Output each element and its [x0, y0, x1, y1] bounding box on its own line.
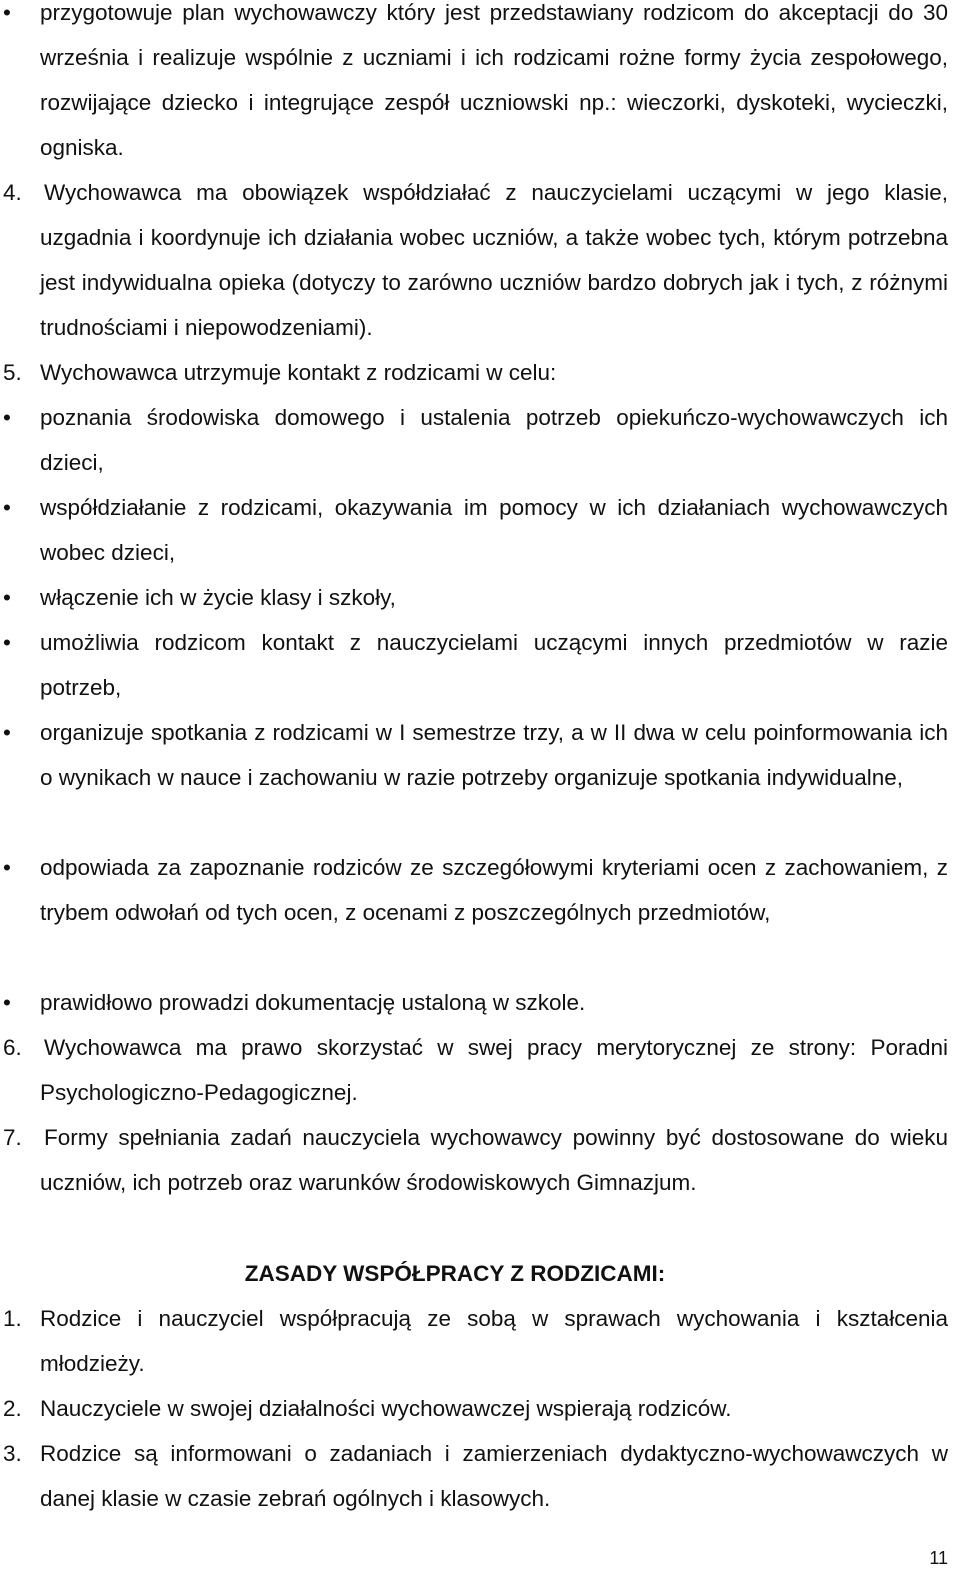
- bullet-marker: •: [3, 495, 11, 520]
- item-number: 7.: [3, 1125, 22, 1150]
- numbered-item-text: Formy spełniania zadań nauczyciela wychowawcy powinny być dostosowane do wieku uczniów, ich potrzeb oraz warunków środowiskowych Gimnazjum.: [40, 1125, 948, 1195]
- bullet-marker: •: [3, 720, 11, 745]
- list-item-text: odpowiada za zapoznanie rodziców ze szczegółowymi kryteriami ocen z zachowaniem, z trybem odwołań od tych ocen, z ocenami z poszczególnych przedmiotów,: [40, 855, 948, 925]
- list-item-text: prawidłowo prowadzi dokumentację ustaloną w szkole.: [40, 990, 586, 1015]
- bullet-marker: •: [3, 585, 11, 610]
- item-number: 6.: [3, 1035, 22, 1060]
- item-number: 3.: [3, 1441, 22, 1466]
- bullet-marker: •: [3, 0, 11, 25]
- item-number: 2.: [3, 1396, 22, 1421]
- numbered-item-text: Wychowawca ma obowiązek współdziałać z nauczycielami uczącymi w jego klasie, uzgadnia i koordynuje ich działania wobec uczniów, a także wobec tych, którym potrzebna jest indywidualna opieka (dotyczy to zarówno uczniów bardzo dobrych jak i tych, z różnymi trudnościami i niepowodzeniami).: [40, 180, 948, 340]
- list-item-text: poznania środowiska domowego i ustalenia potrzeb opiekuńczo-wychowawczych ich dzieci,: [40, 405, 948, 475]
- numbered-item-text: Wychowawca ma prawo skorzystać w swej pracy merytorycznej ze strony: Poradni Psychologiczno-Pedagogicznej.: [40, 1035, 948, 1105]
- numbered-item-text: Wychowawca utrzymuje kontakt z rodzicami w celu:: [40, 360, 557, 385]
- section-heading: ZASADY WSPÓŁPRACY Z RODZICAMI:: [244, 1261, 666, 1286]
- list-item-text: organizuje spotkania z rodzicami w I semestrze trzy, a w II dwa w celu poinformowania ich o wynikach w nauce i zachowaniu w razie potrzeby organizuje spotkania indywidualne,: [40, 720, 948, 790]
- numbered-item-text: Rodzice i nauczyciel współpracują ze sobą w sprawach wychowania i kształcenia młodzieży.: [40, 1306, 948, 1376]
- list-item-text: umożliwia rodzicom kontakt z nauczycielami uczącymi innych przedmiotów w razie potrzeb,: [40, 630, 948, 700]
- item-number: 4.: [3, 180, 22, 205]
- item-number: 1.: [3, 1306, 22, 1331]
- bullet-marker: •: [3, 990, 11, 1015]
- bullet-marker: •: [3, 405, 11, 430]
- numbered-item-text: Rodzice są informowani o zadaniach i zamierzeniach dydaktyczno-wychowawczych w danej klasie w czasie zebrań ogólnych i klasowych.: [40, 1441, 948, 1511]
- list-item-text: przygotowuje plan wychowawczy który jest przedstawiany rodzicom do akceptacji do 30 września i realizuje wspólnie z uczniami i ich rodzicami rożne formy życia zespołowego, rozwijające dziecko i integrujące zespół uczniowski np.: wieczorki, dyskoteki, wycieczki, ogniska.: [40, 0, 948, 160]
- page-number: 11: [929, 1548, 948, 1568]
- list-item-text: włączenie ich w życie klasy i szkoły,: [40, 585, 396, 610]
- bullet-marker: •: [3, 630, 11, 655]
- list-item-text: współdziałanie z rodzicami, okazywania im pomocy w ich działaniach wychowawczych wobec dzieci,: [40, 495, 948, 565]
- numbered-item-text: Nauczyciele w swojej działalności wychowawczej wspierają rodziców.: [40, 1396, 732, 1421]
- bullet-marker: •: [3, 855, 11, 880]
- item-number: 5.: [3, 360, 22, 385]
